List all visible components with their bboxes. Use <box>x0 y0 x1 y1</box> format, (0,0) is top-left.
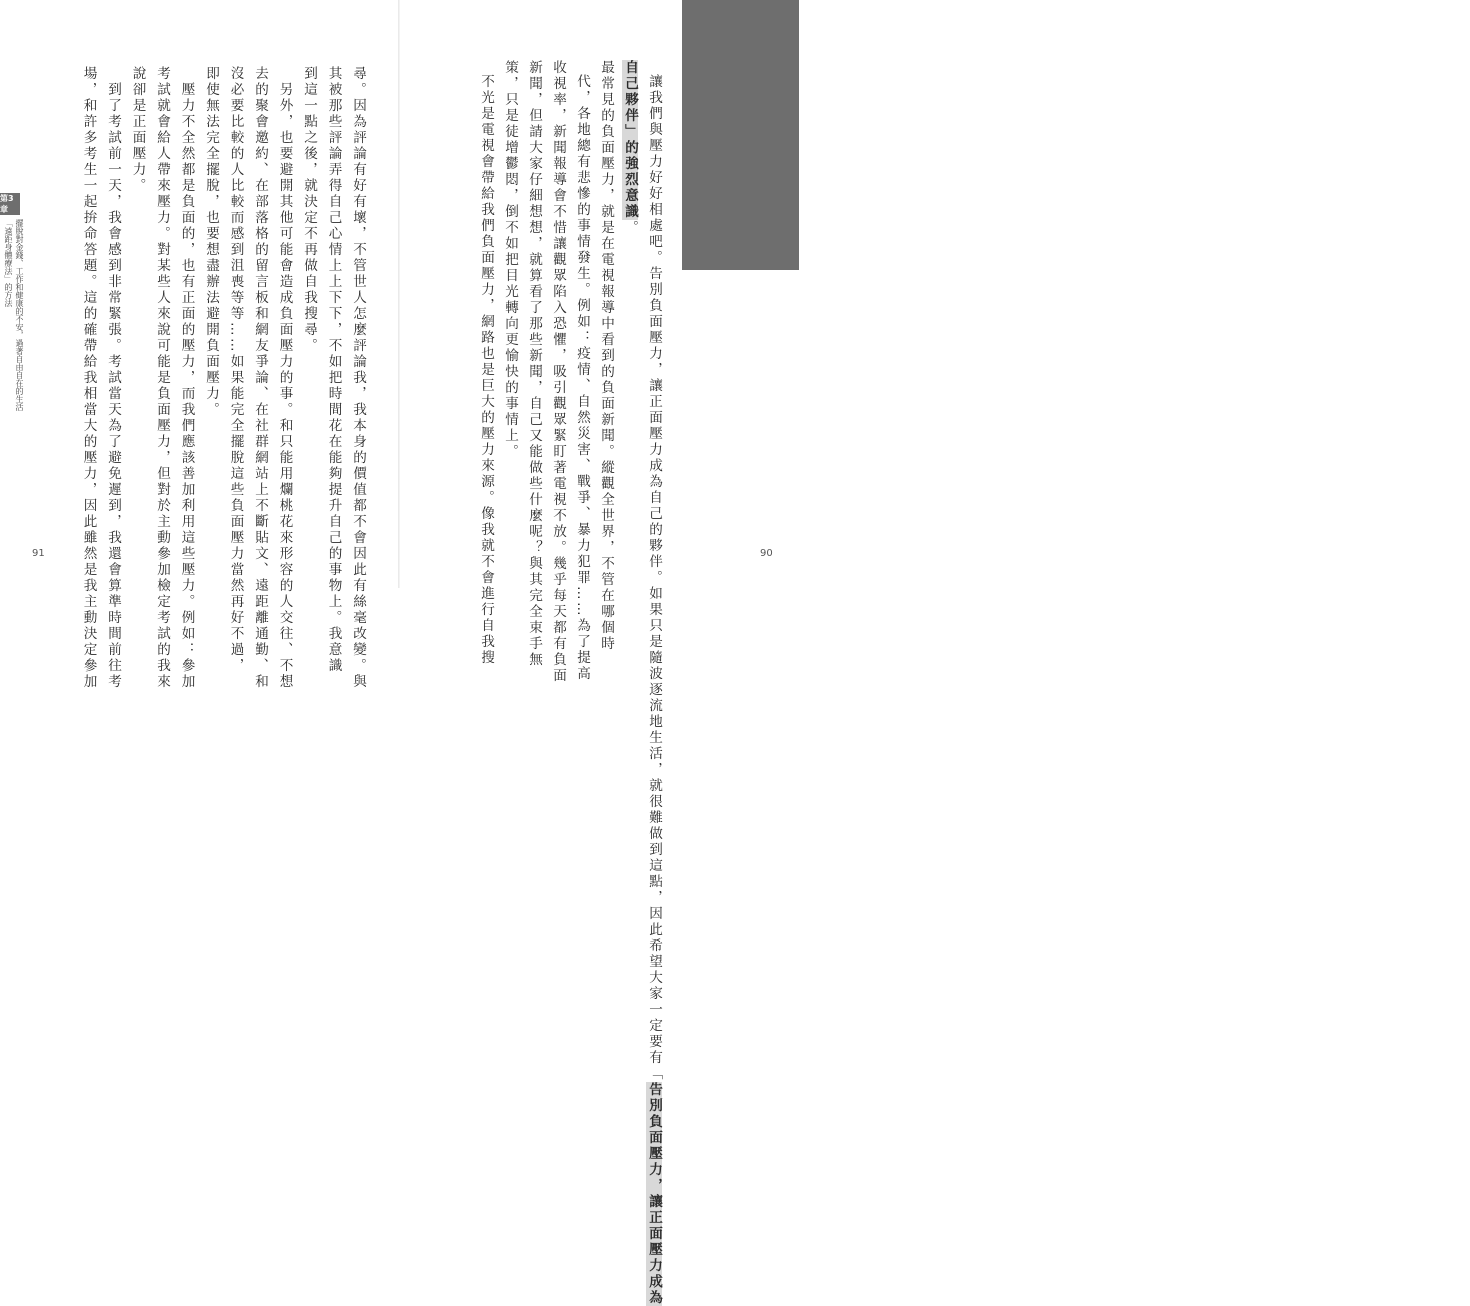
body-text-column: 尋。因為評論有好有壞，不管世人怎麼評論我，我本身的價值都不會因此有絲毫改變。與 <box>350 66 366 690</box>
body-text-column: 壓力不全然都是負面的，也有正面的壓力，而我們應該善加利用這些壓力。例如：參加 <box>178 82 195 690</box>
body-text: 逐流地生活，就很難做到這點，因此希望大家一定要有「 <box>646 682 662 1082</box>
chapter-subtitle-line-1: 擺脫對金錢、工作和健康的不安，過著自由自在的生活 <box>15 219 24 411</box>
body-text: 策，只是徒增鬱悶，倒不如把目光轉向更愉快的事情上。 <box>502 60 518 460</box>
body-text-column: 場，和許多考生一起拚命答題。這的確帶給我相當大的壓力，因此雖然是我主動決定參加 <box>80 66 97 690</box>
page-number-right: 90 <box>760 548 773 559</box>
section-title-line-2: 成為自己的夥伴 <box>1363 52 1398 269</box>
body-text: 代，各地總有悲慘的事情發生。例如：疫情、自然災害、戰爭、暴力犯罪……為了提高 <box>574 74 590 682</box>
body-text-column <box>498 60 521 460</box>
page-number-left: 91 <box>32 548 45 559</box>
chapter-subtitle-line-2: 「遠距身體療法」的方法 <box>4 219 13 307</box>
body-text-column <box>594 60 617 652</box>
body-text: 新聞，但請大家仔細想想，就算看了那些新聞，自己又能做些什麼呢？與其完全束手無 <box>526 60 542 668</box>
body-text-column: 另外，也要避開其他可能會造成負面壓力的事。和只能用爛桃花來形容的人交往、不想 <box>276 82 293 690</box>
body-text: 不光是電視會帶給我們負面壓力，網路也是巨大的壓力來源。像我就不會進行自我搜 <box>478 74 494 666</box>
chapter-subtitle <box>3 219 25 411</box>
chapter-tab: 第3章 <box>0 193 20 215</box>
highlighted-text: 自己夥伴」的強烈意識 <box>622 60 638 220</box>
body-text-column <box>642 74 665 1306</box>
page-gutter <box>398 0 400 588</box>
body-text-column: 到這一點之後，就決定不再做自我搜尋。 <box>301 66 317 354</box>
body-text-column: 去的聚會邀約、在部落格的留言板和網友爭論、在社群網站上不斷貼文、遠距離通勤、和 <box>252 66 268 690</box>
body-text-column <box>570 74 593 682</box>
section-title <box>682 0 1470 270</box>
body-text-column: 其被那些評論弄得自己心情上上下下，不如把時間花在能夠提升自己的事物上。我意識 <box>325 66 342 674</box>
body-text-column: 即使無法完全擺脫，也要想盡辦法避開負面壓力。 <box>203 66 219 418</box>
body-text-column: 到了考試前一天，我會感到非常緊張。考試當天為了避免遲到，我還會算準時間前往考 <box>105 82 121 690</box>
body-text-column <box>474 74 497 666</box>
body-text-column <box>618 60 641 236</box>
body-text: 讓我們與壓力好好相處吧。告別負面壓力，讓正面壓力成為自己的夥伴。如果只是隨波 <box>646 74 662 682</box>
body-text: 收視率，新聞報導會不惜讓觀眾陷入恐懼，吸引觀眾緊盯著電視不放。幾乎每天都有負面 <box>550 60 566 684</box>
section-title-line-1: 讓有助於成長的正面壓力 <box>1399 52 1470 269</box>
highlighted-text: 告別負面壓力，讓正面壓力成為 <box>646 1082 662 1306</box>
body-text-column <box>522 60 545 668</box>
body-text: 。 <box>622 220 638 236</box>
body-text-column <box>546 60 569 684</box>
body-text-column: 沒必要比較的人比較而感到沮喪等等……如果能完全擺脫這些負面壓力當然再好不過， <box>227 66 244 674</box>
body-text-column: 說卻是正面壓力。 <box>129 66 146 194</box>
body-text-column: 考試就會給人帶來壓力。對某些人來說可能是負面壓力，但對於主動參加檢定考試的我來 <box>154 66 170 690</box>
body-text: 最常見的負面壓力，就是在電視報導中看到的負面新聞。縱觀全世界，不管在哪個時 <box>598 60 614 652</box>
